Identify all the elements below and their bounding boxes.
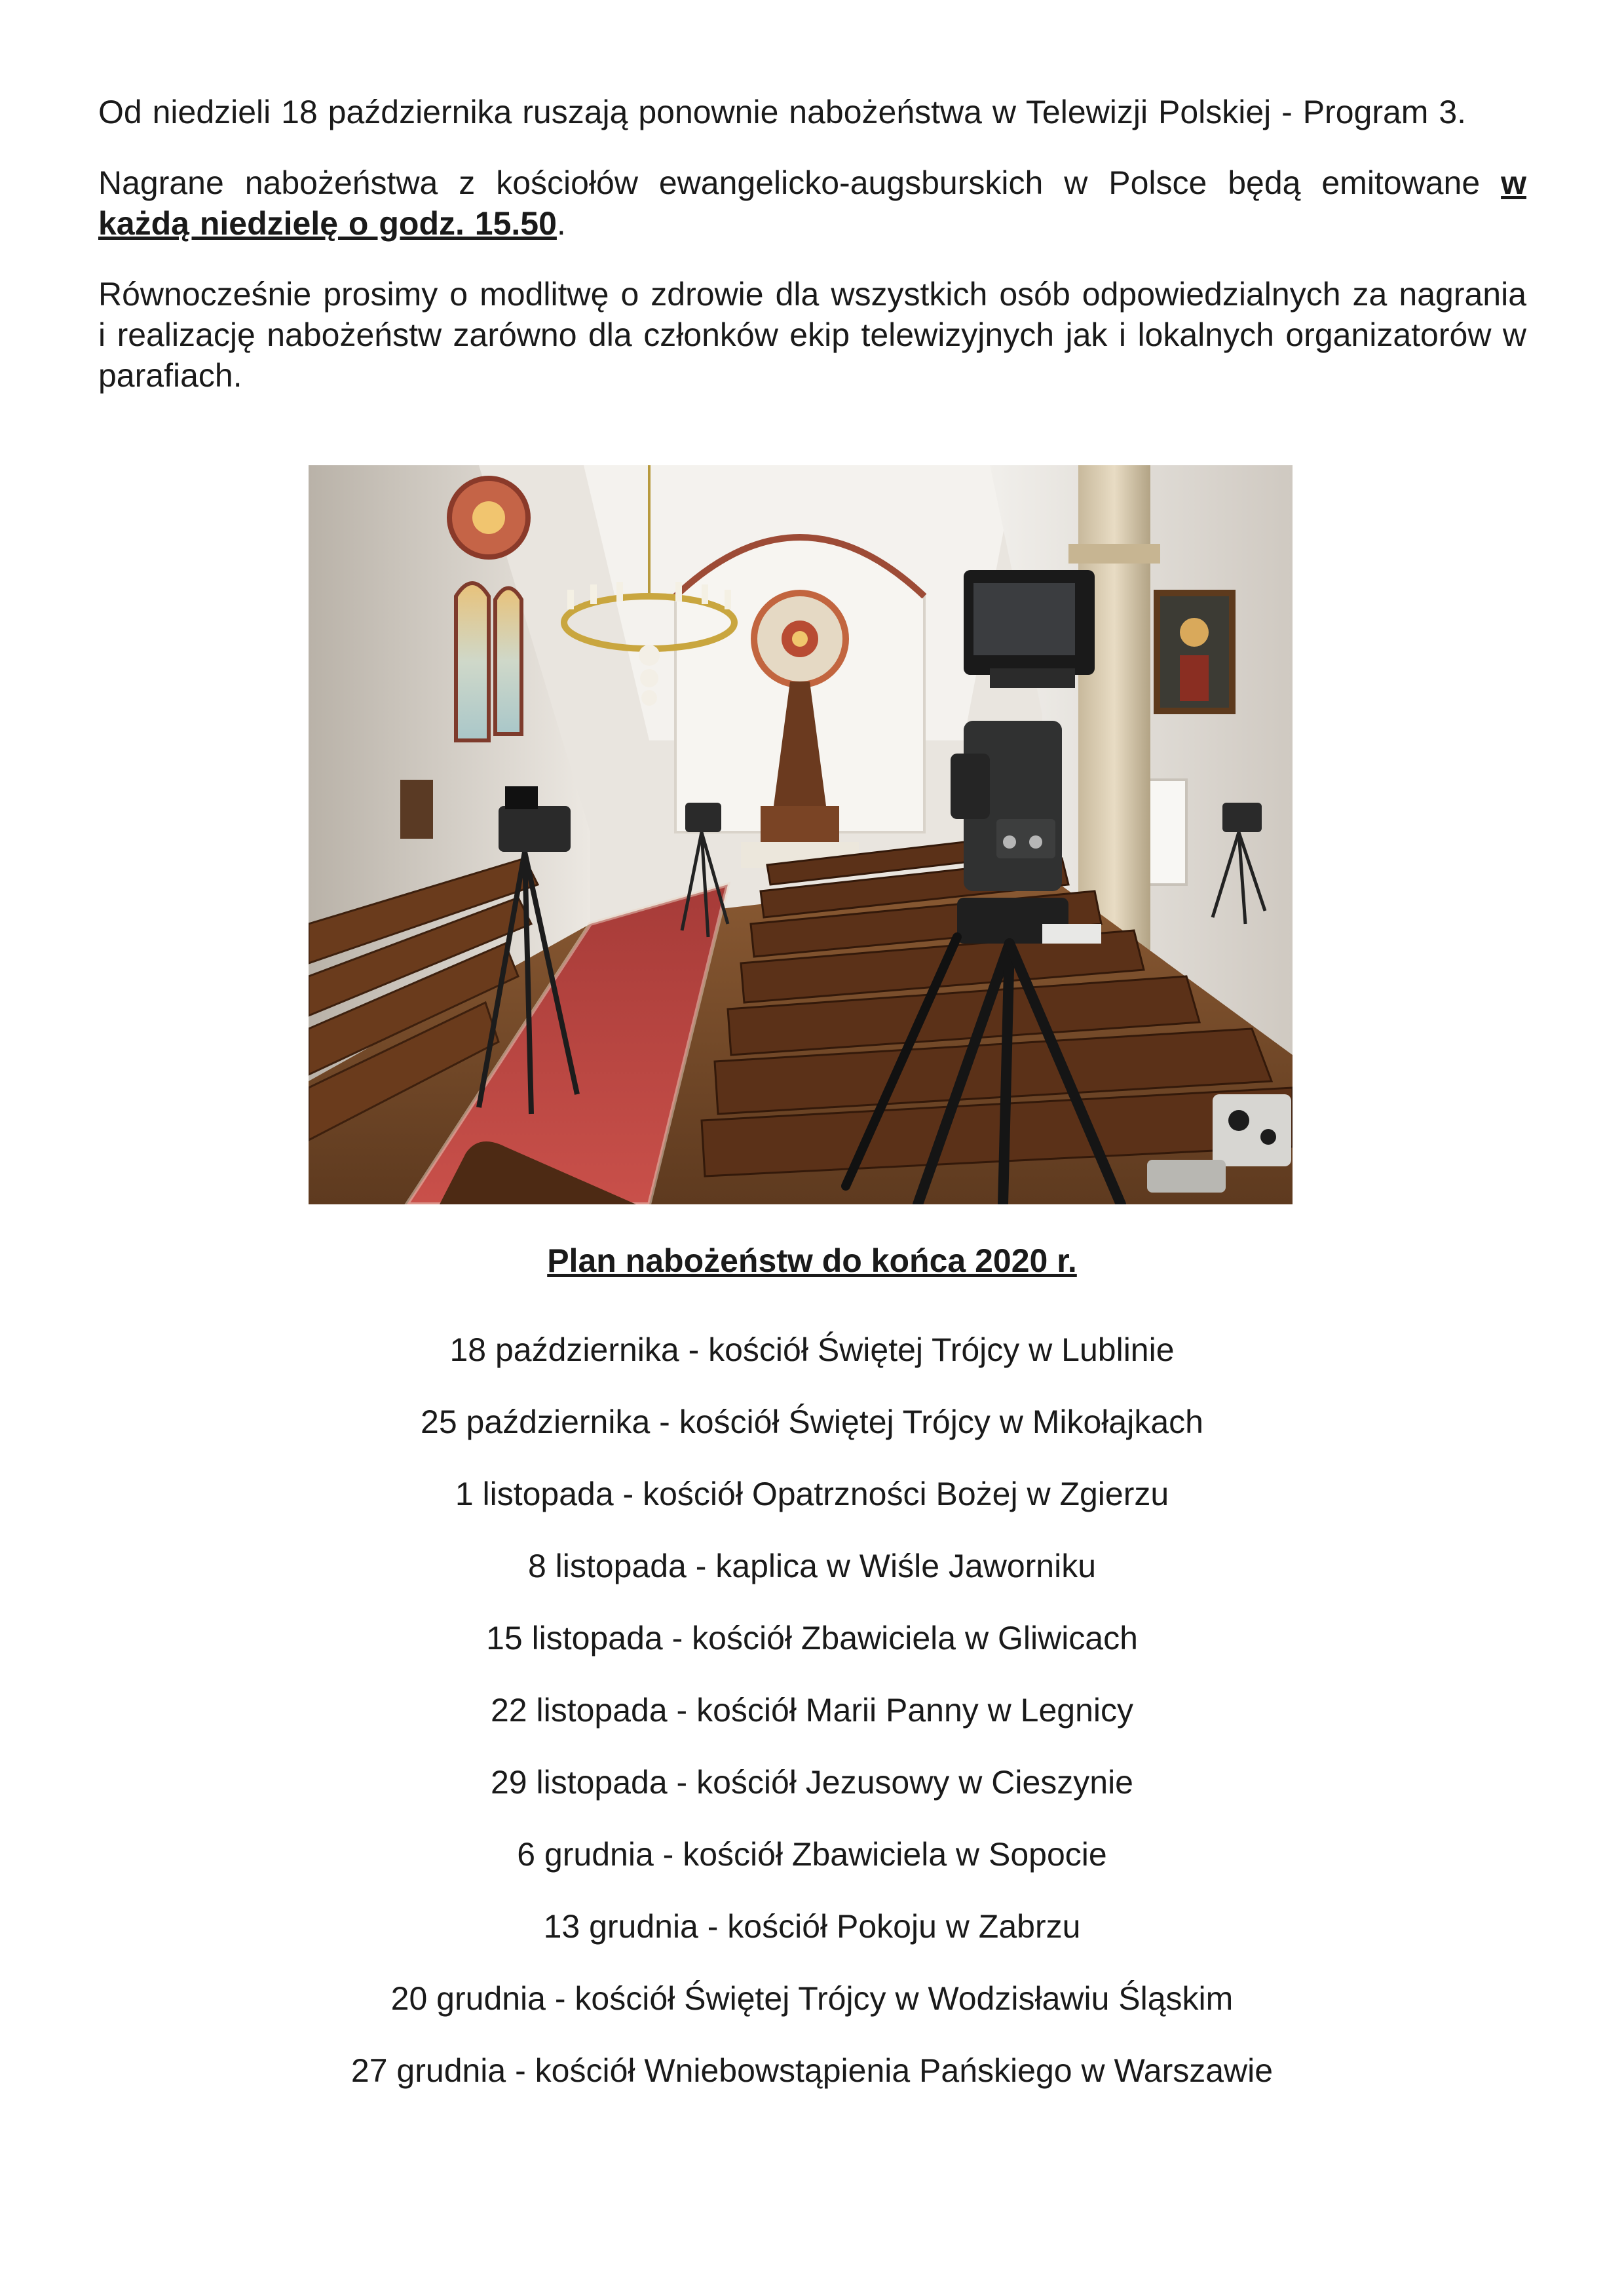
schedule-item: 1 listopada - kościół Opatrzności Bożej w Zgierzu [455,1476,1169,1512]
church-photo [309,465,1293,1204]
schedule-item: 15 listopada - kościół Zbawiciela w Gliwicach [486,1620,1138,1656]
intro-paragraph: Od niedzieli 18 października ruszają ponownie nabożeństwa w Telewizji Polskiej - Program 3. [98,94,1467,130]
schedule-title: Plan nabożeństw do końca 2020 r. [547,1242,1077,1279]
schedule-item: 8 listopada - kaplica w Wiśle Jaworniku [527,1548,1097,1584]
schedule-item: 20 grudnia - kościół Świętej Trójcy w Wodzisławiu Śląskim [390,1980,1234,2017]
schedule-item: 6 grudnia - kościół Zbawiciela w Sopocie [517,1836,1107,1873]
schedule-item: 13 grudnia - kościół Pokoju w Zabrzu [543,1908,1081,1945]
church-interior-illustration [309,465,1293,1204]
schedule-item: 27 grudnia - kościół Wniebowstąpienia Pańskiego w Warszawie [350,2052,1274,2089]
schedule-item: 29 listopada - kościół Jezusowy w Cieszynie [491,1764,1133,1801]
broadcast-time-paragraph [98,163,1526,244]
schedule-list [0,1330,1624,2123]
broadcast-time-emphasis: w każdą niedzielę o godz. 15.50 [98,164,1526,242]
announcement-text [98,92,1526,396]
schedule-item: 25 października - kościół Świętej Trójcy w Mikołajkach [421,1404,1203,1440]
schedule-item: 22 listopada - kościół Marii Panny w Legnicy [490,1692,1134,1729]
broadcast-period: . [556,205,566,242]
prayer-paragraph: Równocześnie prosimy o modlitwę o zdrowie dla wszystkich osób odpowiedzialnych za nagrania i realizację nabożeństw zarówno dla członków ekip telewizyjnych jak i lokalnych organizatorów w parafiach. [98,276,1526,394]
broadcast-text: Nagrane nabożeństwa z kościołów ewangelicko-augsburskich w Polsce będą emitowane [98,164,1501,201]
schedule-item: 18 października - kościół Świętej Trójcy w Lublinie [449,1331,1175,1368]
